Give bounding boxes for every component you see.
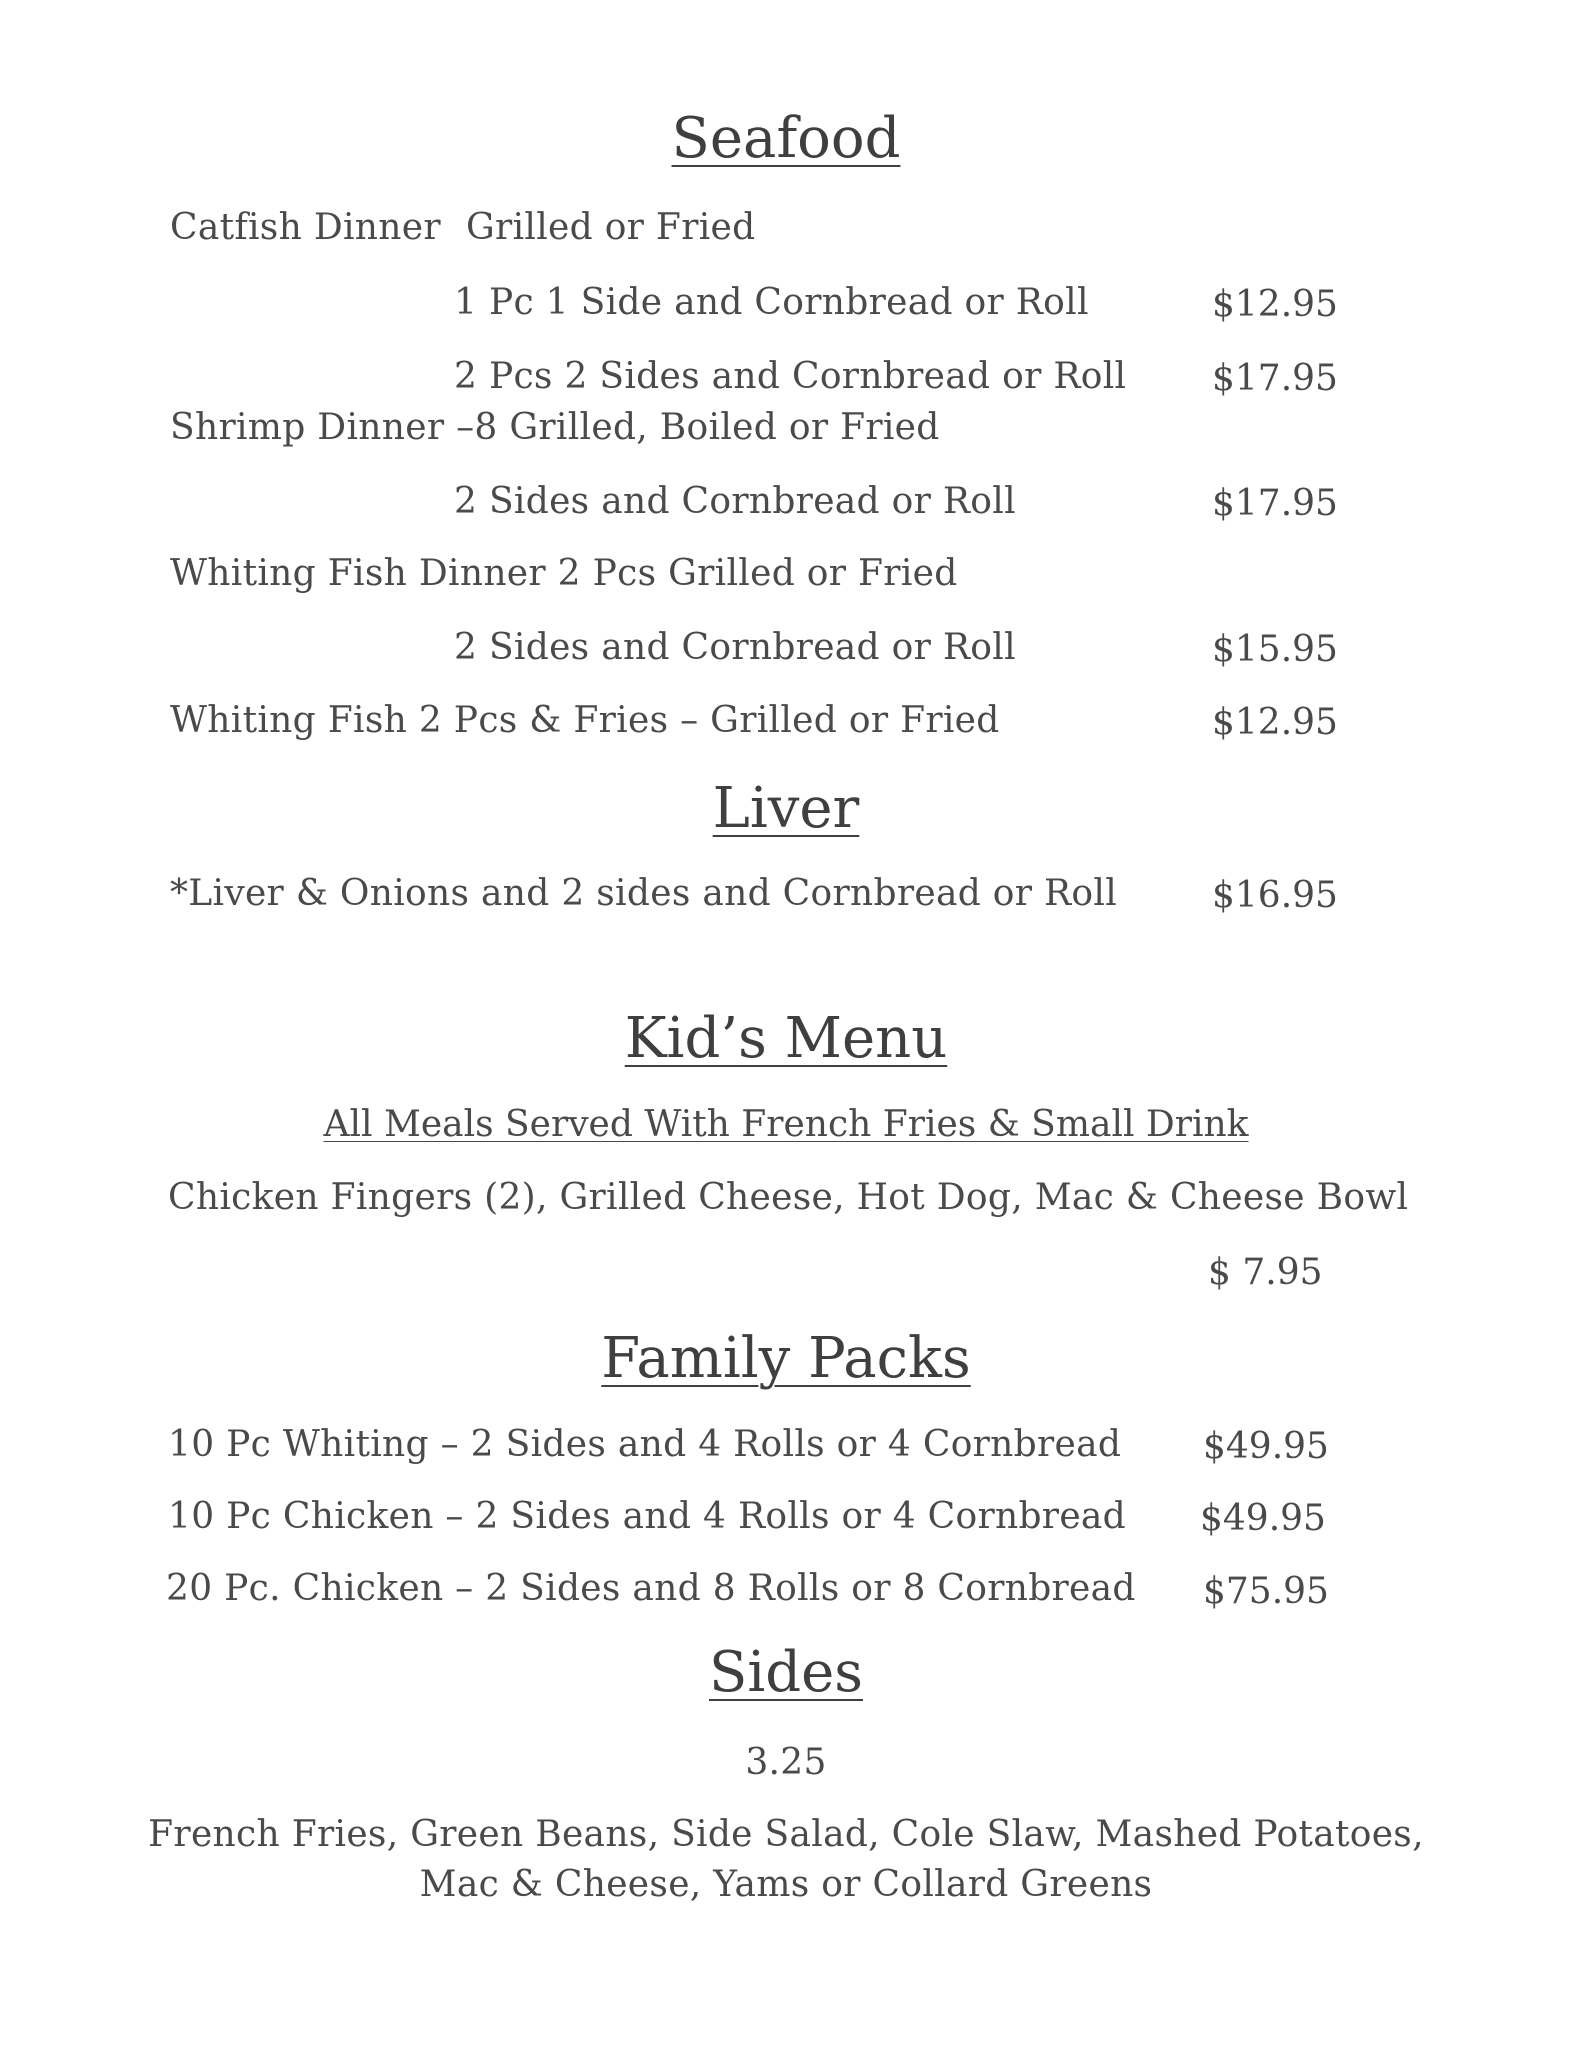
sides-list-line-2: Mac & Cheese, Yams or Collard Greens — [419, 1864, 1153, 1905]
liver-price: $16.95 — [1212, 875, 1338, 916]
kids-menu-price: $ 7.95 — [1208, 1252, 1323, 1293]
catfish-dinner-name: Catfish Dinner — [170, 207, 441, 248]
whiting-fries-price: $12.95 — [1212, 702, 1338, 743]
kids-menu-heading: Kid’s Menu — [624, 1006, 948, 1071]
catfish-option-2-price: $17.95 — [1212, 358, 1338, 399]
whiting-dinner-price: $15.95 — [1212, 629, 1338, 670]
shrimp-dinner-price: $17.95 — [1212, 483, 1338, 524]
kids-menu-items: Chicken Fingers (2), Grilled Cheese, Hot Dog, Mac & Cheese Bowl — [168, 1177, 1409, 1218]
family-pack-price: $49.95 — [1200, 1498, 1326, 1539]
catfish-option-2: 2 Pcs 2 Sides and Cornbread or Roll — [454, 356, 1127, 397]
catfish-option-1: 1 Pc 1 Side and Cornbread or Roll — [454, 282, 1089, 323]
family-pack-price: $75.95 — [1203, 1571, 1329, 1612]
kids-menu-subtitle: All Meals Served With French Fries & Small Drink — [323, 1104, 1249, 1145]
family-pack-price: $49.95 — [1203, 1426, 1329, 1467]
liver-heading: Liver — [712, 776, 860, 841]
catfish-option-1-price: $12.95 — [1212, 284, 1338, 325]
family-pack-item: 20 Pc. Chicken – 2 Sides and 8 Rolls or 8 Cornbread — [166, 1568, 1136, 1609]
sides-price: 3.25 — [745, 1742, 827, 1783]
whiting-fries-name: Whiting Fish 2 Pcs & Fries – Grilled or Fried — [170, 700, 1000, 741]
family-pack-item: 10 Pc Chicken – 2 Sides and 4 Rolls or 4 Cornbread — [168, 1496, 1127, 1537]
family-packs-heading: Family Packs — [601, 1326, 971, 1391]
sides-heading: Sides — [709, 1640, 863, 1705]
whiting-dinner-name: Whiting Fish Dinner 2 Pcs Grilled or Fried — [170, 553, 958, 594]
shrimp-dinner-name: Shrimp Dinner –8 Grilled, Boiled or Fried — [170, 407, 940, 448]
family-pack-item: 10 Pc Whiting – 2 Sides and 4 Rolls or 4 Cornbread — [168, 1424, 1122, 1465]
shrimp-dinner-option: 2 Sides and Cornbread or Roll — [454, 481, 1016, 522]
seafood-heading: Seafood — [671, 106, 901, 171]
catfish-dinner-style: Grilled or Fried — [466, 207, 756, 248]
sides-list-line-1: French Fries, Green Beans, Side Salad, Cole Slaw, Mashed Potatoes, — [148, 1814, 1424, 1855]
liver-item: *Liver & Onions and 2 sides and Cornbread or Roll — [170, 873, 1118, 914]
whiting-dinner-option: 2 Sides and Cornbread or Roll — [454, 627, 1016, 668]
